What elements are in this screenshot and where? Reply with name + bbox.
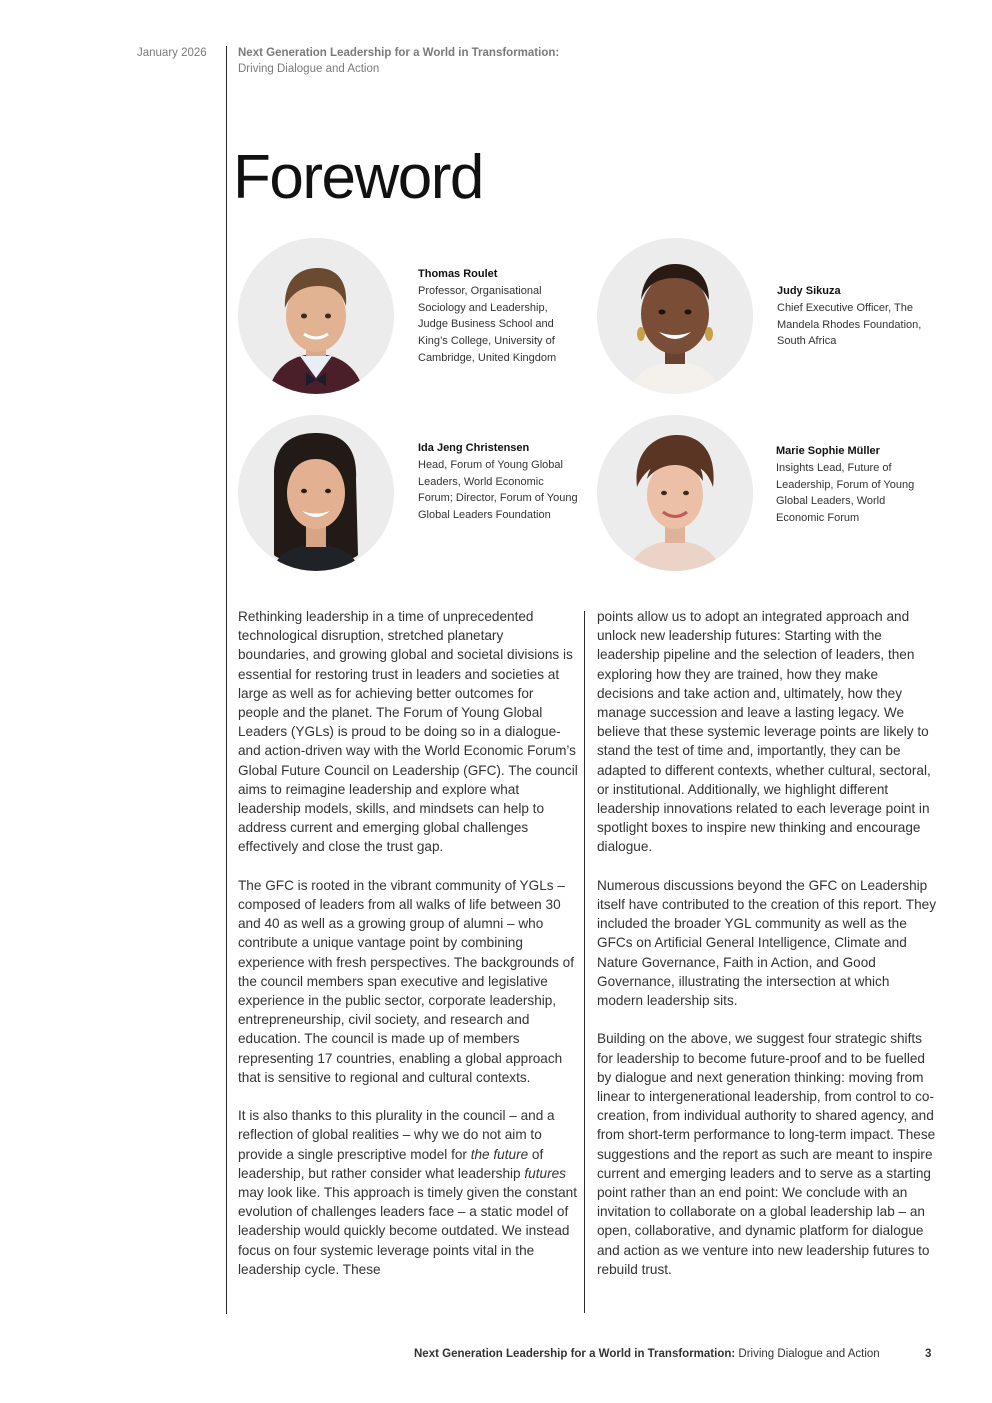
footer-title: [414, 1346, 914, 1362]
person-role: Professor, Organisational Sociology and Leadership, Judge Business School and King’s College, University of Cambridge, United Kingdom: [418, 284, 557, 364]
page-number: 3: [925, 1348, 932, 1360]
person-name: Thomas Roulet: [418, 268, 498, 280]
person-role: Chief Executive Officer, The Mandela Rhodes Foundation, South Africa: [777, 301, 922, 348]
person-name: Marie Sophie Müller: [776, 445, 880, 457]
column-divider: [584, 611, 585, 1313]
avatar-marie-sophie-muller: [597, 415, 753, 571]
person-info-marie-sophie-muller: [776, 443, 936, 527]
avatar-judy-sikuza: [597, 238, 753, 394]
header-title-sub: Driving Dialogue and Action: [238, 63, 380, 75]
paragraph: Numerous discussions beyond the GFC on Leadership itself have contributed to the creation of this report. They included the broader YGL community as well as the GFCs on Artificial General Intelligence, Climate and Nature Governance, Faith in Action, and Good Governance, illustrating the intersection at which modern leadership sits.: [597, 877, 937, 1009]
paragraph: Building on the above, we suggest four strategic shifts for leadership to become future-proof and to be fuelled by dialogue and next generation thinking: moving from linear to intergenerational leadership, from control to co-creation, from individual authority to shared agency, and from short-term performance to long-term impact. These suggestions and the report as such are meant to inspire current and emerging leaders and to serve as a starting point rather than an end point: We conclude with an invitation to collaborate on a global leadership lab – an open, collaborative, and dynamic platform for dialogue and action as we venture into new leadership futures to rebuild trust.: [597, 1031, 936, 1277]
footer-title-sub: Driving Dialogue and Action: [738, 1348, 880, 1360]
header-title: [238, 45, 658, 77]
footer-title-main: Next Generation Leadership for a World in Transformation:: [414, 1348, 736, 1360]
paragraph: points allow us to adopt an integrated approach and unlock new leadership futures: Starting with the leadership pipeline and the selection of leaders, then exploring how they are trained, how they make decisions and take action and, ultimately, how they manage succession and leave a lasting legacy. We believe that these systemic leverage points are likely to stand the test of time and, importantly, they can be adapted to different contexts, whether cultural, sectoral, or institutional. Additionally, we highlight different leadership innovations related to each leverage point in spotlight boxes to inspire new thinking and encourage dialogue.: [597, 609, 931, 855]
body-column-right: [597, 607, 937, 1279]
header-date: January 2026: [137, 47, 207, 59]
paragraph: Rethinking leadership in a time of unprecedented technological disruption, stretched planetary boundaries, and growing global and societal divisions is essential for restoring trust in leaders and societies at large as well as for achieving better outcomes for people and the planet. The Forum of Young Global Leaders (YGLs) is proud to be doing so in a dialogue- and action-driven way with the World Economic Forum’s Global Future Council on Leadership (GFC). The council aims to reimagine leadership and explore what leadership models, skills, and mindsets can help to address current and emerging global challenges effectively and close the trust gap.: [238, 609, 578, 855]
avatar-thomas-roulet: [238, 238, 394, 394]
person-role: Head, Forum of Young Global Leaders, World Economic Forum; Director, Forum of Young Global Leaders Foundation: [418, 458, 578, 522]
paragraph: It is also thanks to this plurality in the council – and a reflection of global realities – why we do not aim to provide a single prescriptive model for the future of leadership, but rather consider what leadership futures may look like. This approach is timely given the constant evolution of challenges leaders face – a static model of leadership would quickly become outdated. We instead focus on four systemic leverage points vital in the leadership cycle. These: [238, 1108, 578, 1277]
body-column-left: [238, 607, 578, 1279]
person-role: Insights Lead, Future of Leadership, Forum of Young Global Leaders, World Economic Forum: [776, 461, 915, 525]
avatar-ida-jeng-christensen: [238, 415, 394, 571]
header-title-main: Next Generation Leadership for a World in Transformation:: [238, 47, 560, 59]
margin-rule: [226, 46, 227, 1314]
person-info-ida-jeng-christensen: [418, 440, 578, 524]
paragraph: The GFC is rooted in the vibrant community of YGLs – composed of leaders from all walks of life between 30 and 40 as well as a growing group of alumni – who contribute a unique vantage point by combining experience with fresh perspectives. The backgrounds of the council members span executive and legislative experience in the public sector, corporate leadership, entrepreneurship, civil society, and research and education. The council is made up of members representing 17 countries, enabling a global approach that is sensitive to regional and cultural contexts.: [238, 877, 575, 1085]
page-title: Foreword: [233, 143, 483, 212]
person-name: Ida Jeng Christensen: [418, 442, 530, 454]
person-info-judy-sikuza: [777, 283, 937, 350]
person-info-thomas-roulet: [418, 266, 578, 367]
person-name: Judy Sikuza: [777, 285, 841, 297]
